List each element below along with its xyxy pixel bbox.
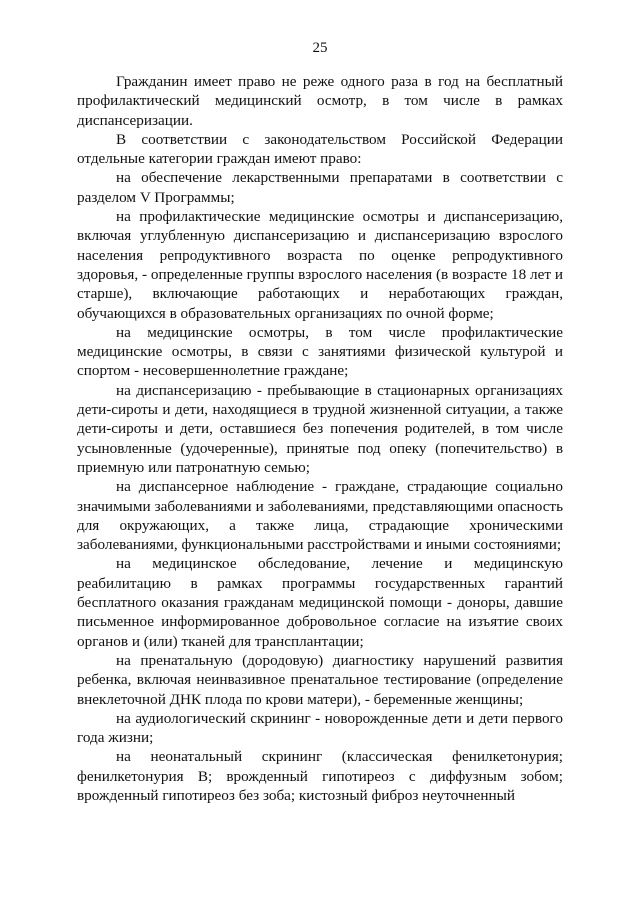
paragraph-right-to-checkup: Гражданин имеет право не реже одного раза в год на бесплатный профилактический медицинский осмотр, в том числе в рамках диспансеризации. [77, 73, 563, 129]
paragraph-audiology-screening: на аудиологический скрининг - новорожденные дети и дети первого года жизни; [77, 709, 563, 747]
page-number: 25 [312, 40, 328, 56]
paragraph-neonatal-screening: на неонатальный скрининг (классическая фенилкетонурия; фенилкетонурия B; врожденный гипотиреоз с диффузным зобом; врожденный гипотиреоз без зоба; кистозный фиброз неуточненный [77, 748, 563, 804]
paragraph-orphans-dispensarization: на диспансеризацию - пребывающие в стационарных организациях дети-сироты и дети, находящиеся в трудной жизненной ситуации, а также дети-сироты и дети, оставшиеся без попечения родителей, в том числе усыновленные (удочеренные), принятые под опеку (попечительство) в приемную или патронатную семью; [77, 381, 563, 476]
paragraph-categories-intro: В соответствии с законодательством Российской Федерации отдельные категории граждан имеют право: [77, 130, 563, 168]
paragraph-preventive-exams: на профилактические медицинские осмотры и диспансеризацию, включая углубленную диспансеризацию и диспансеризацию взрослого населения репродуктивного возраста по оценке репродуктивного здоровья, - определенные группы взрослого населения (в возрасте 18 лет и старше), включающие работающих и неработающих граждан, обучающихся в образовательных организациях по очной форме; [77, 208, 563, 322]
paragraph-donors: на медицинское обследование, лечение и медицинскую реабилитацию в рамках программы государственных гарантий бесплатного оказания гражданам медицинской помощи - доноры, давшие письменное информированное добровольное согласие на изъятие своих органов и (или) тканей для трансплантации; [77, 555, 563, 650]
paragraph-medicines: на обеспечение лекарственными препаратами в соответствии с разделом V Программы; [77, 169, 563, 206]
paragraph-dispensary-observation: на диспансерное наблюдение - граждане, страдающие социально значимыми заболеваниями и заболеваниями, представляющими опасность для окружающих, а также лица, страдающие хроническими заболеваниями, функциональными расстройствами и иными состояниями; [77, 478, 563, 554]
document-body [77, 72, 563, 805]
paragraph-sports-exams: на медицинские осмотры, в том числе профилактические медицинские осмотры, в связи с занятиями физической культурой и спортом - несовершеннолетние граждане; [77, 323, 563, 380]
paragraph-prenatal-diagnostics: на пренатальную (дородовую) диагностику нарушений развития ребенка, включая неинвазивное пренатальное тестирование (определение внеклеточной ДНК плода по крови матери), - беременные женщины; [77, 651, 563, 708]
